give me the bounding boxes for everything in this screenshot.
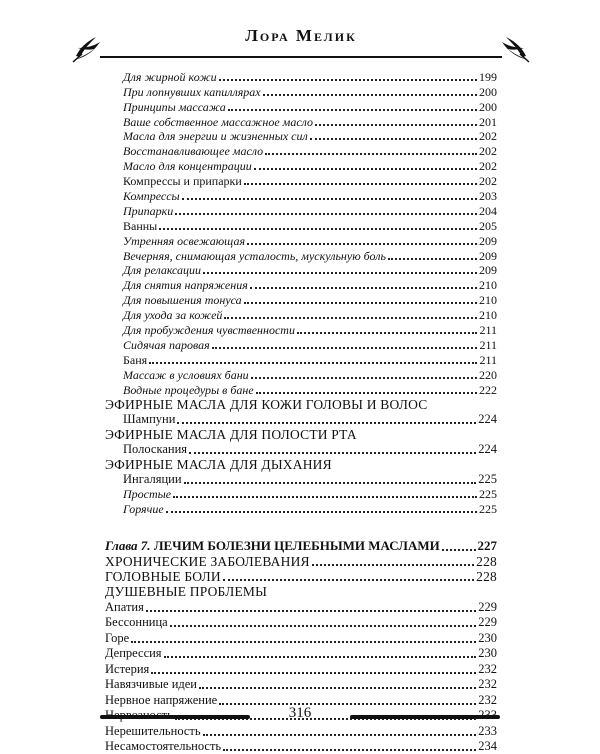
toc-page-number: 225 — [479, 487, 497, 502]
toc-page-number: 200 — [479, 99, 497, 114]
toc-entry-label: Для повышения тонуса — [123, 293, 242, 308]
toc-entry — [105, 487, 497, 502]
dot-leader — [388, 258, 477, 260]
toc-entry-label: ЭФИРНЫЕ МАСЛА ДЛЯ КОЖИ ГОЛОВЫ И ВОЛОС — [105, 396, 428, 412]
toc-page-number: 230 — [478, 630, 497, 645]
dot-leader — [212, 347, 478, 349]
dot-leader — [315, 124, 477, 126]
toc-entry-label: Для релаксации — [123, 263, 202, 278]
toc-entry-label: Утренняя освежающая — [123, 233, 246, 248]
toc-entry-label: Для жирной кожи — [123, 69, 217, 84]
dot-leader — [256, 392, 477, 394]
page-header — [72, 18, 530, 62]
toc-page-number: 225 — [478, 471, 497, 486]
toc-entry — [105, 218, 497, 233]
dot-leader — [182, 198, 477, 200]
dot-leader — [170, 625, 477, 627]
toc-entry-label: Депрессия — [105, 646, 162, 661]
leaf-ornament-icon — [500, 34, 530, 64]
toc-entry-label: ЭФИРНЫЕ МАСЛА ДЛЯ ДЫХАНИЯ — [105, 456, 332, 472]
toc-page-number: 202 — [479, 129, 497, 144]
toc-entry — [105, 442, 497, 457]
toc-page-number: 229 — [478, 599, 497, 614]
toc-page-number: 229 — [478, 615, 497, 630]
toc-page-number: 227 — [477, 538, 497, 554]
toc-entry-label: Баня — [123, 352, 148, 367]
dot-leader — [184, 482, 477, 484]
toc-entry — [105, 599, 497, 615]
toc-entry — [105, 352, 497, 367]
toc-entry-label: Несамостоятельность — [105, 739, 222, 754]
chapter-prefix: Глава 7. — [105, 538, 151, 554]
toc-section-entry — [105, 397, 497, 412]
toc-entry — [105, 322, 497, 337]
dot-leader — [250, 287, 477, 289]
dot-leader — [164, 656, 477, 658]
toc-entry — [105, 367, 497, 382]
toc-entry-label: Нерешительность — [105, 723, 201, 738]
toc-section-entry — [105, 427, 497, 442]
toc-page-number: 202 — [479, 159, 497, 174]
toc-entry-label: Для снятия напряжения — [123, 278, 248, 293]
toc-entry — [105, 277, 497, 292]
toc-entry — [105, 69, 497, 84]
toc-page-number: 202 — [479, 144, 497, 159]
toc-page-number: 228 — [476, 569, 497, 585]
toc-chapter-entry — [105, 536, 497, 554]
dot-leader — [312, 564, 474, 566]
toc-entry-label: ХРОНИЧЕСКИЕ ЗАБОЛЕВАНИЯ — [105, 554, 310, 570]
toc-entry — [105, 739, 497, 754]
dot-leader — [199, 687, 476, 689]
toc-page-number: 210 — [479, 308, 497, 323]
dot-leader — [228, 109, 477, 111]
toc-section-entry — [105, 569, 497, 584]
toc-page-number: 211 — [479, 337, 497, 352]
toc-section-entry — [105, 457, 497, 472]
toc-page-number: 233 — [478, 723, 497, 738]
toc-page-number: 224 — [478, 411, 497, 426]
dot-leader — [203, 734, 477, 736]
toc-entry-label: Бессонница — [105, 615, 168, 630]
toc-entry — [105, 129, 497, 144]
toc-page-number: 199 — [479, 69, 497, 84]
toc-entry — [105, 337, 497, 352]
toc-page-number: 202 — [479, 174, 497, 189]
toc-entry-label: Компрессы и припарки — [123, 174, 242, 189]
toc-page-number: 209 — [479, 263, 497, 278]
dot-leader — [254, 168, 477, 170]
toc-page-number: 209 — [479, 233, 497, 248]
toc-entry — [105, 173, 497, 188]
toc-entry — [105, 661, 497, 677]
dot-leader — [151, 672, 476, 674]
toc-entry-label: Для ухода за кожей — [123, 308, 223, 323]
toc-entry-label: Массаж в условиях бани — [123, 367, 249, 382]
toc-entry-label: ГОЛОВНЫЕ БОЛИ — [105, 569, 221, 585]
toc-entry — [105, 158, 497, 173]
page-footer — [100, 705, 500, 725]
dot-leader — [251, 377, 477, 379]
toc-entry — [105, 248, 497, 263]
toc-section-entry — [105, 584, 497, 599]
dot-leader — [244, 183, 477, 185]
dot-leader — [203, 272, 477, 274]
toc-page-number: 210 — [479, 278, 497, 293]
toc-entry-label: Горе — [105, 630, 130, 645]
dot-leader — [173, 496, 477, 498]
toc-page-number: 234 — [478, 739, 497, 754]
dot-leader — [247, 243, 477, 245]
dot-leader — [149, 362, 477, 364]
toc-entry — [105, 99, 497, 114]
toc-entry-label: Навязчивые идеи — [105, 677, 197, 692]
toc-entry-label: Апатия — [105, 599, 144, 614]
toc-entry — [105, 84, 497, 99]
footer-rule-right — [350, 715, 500, 719]
toc-page-number: 200 — [479, 84, 497, 99]
dot-leader — [189, 452, 476, 454]
toc-entry-label: При лопнувших капиллярах — [123, 84, 261, 99]
dot-leader — [223, 579, 474, 581]
toc-page-number: 232 — [478, 692, 497, 707]
dot-leader — [244, 302, 477, 304]
dot-leader — [265, 153, 477, 155]
toc-page-number: 232 — [478, 677, 497, 692]
toc-entry — [105, 677, 497, 693]
toc-entry-label: Принципы массажа — [123, 99, 226, 114]
toc-entry-label: Полоскания — [123, 441, 188, 456]
toc-page-number: 201 — [479, 114, 497, 129]
toc-entry — [105, 114, 497, 129]
toc-entry-label: Горячие — [123, 502, 164, 517]
toc-page-number: 204 — [479, 203, 497, 218]
toc-section-entry — [105, 554, 497, 569]
toc-entry — [105, 646, 497, 662]
dot-leader — [310, 138, 477, 140]
toc-entry — [105, 723, 497, 739]
toc-entry-label: Вечерняя, снимающая усталость, мускульную боль — [123, 248, 386, 263]
header-rule — [100, 56, 502, 58]
toc-page-number: 205 — [479, 218, 497, 233]
toc-entry — [105, 382, 497, 397]
chapter-title: ЛЕЧИМ БОЛЕЗНИ ЦЕЛЕБНЫМИ МАСЛАМИ — [153, 538, 440, 554]
toc-entry-label: Сидячая паровая — [123, 337, 210, 352]
toc-page-number: 230 — [478, 646, 497, 661]
toc-entry-label: Компрессы — [123, 189, 180, 204]
toc-entry-label: Ингаляции — [123, 471, 182, 486]
toc-entry — [105, 203, 497, 218]
toc-page-number: 232 — [478, 661, 497, 676]
toc-entry-label: ЭФИРНЫЕ МАСЛА ДЛЯ ПОЛОСТИ РТА — [105, 426, 357, 442]
toc-page-number: 225 — [479, 502, 497, 517]
toc-entry-label: Ванны — [123, 218, 158, 233]
dot-leader — [263, 94, 477, 96]
dot-leader — [442, 549, 476, 551]
toc-entry-label: Для пробуждения чувственности — [123, 323, 295, 338]
toc-entry-label: Ваше собственное массажное масло — [123, 114, 314, 129]
dot-leader — [224, 317, 477, 319]
toc-entry-label: Истерия — [105, 661, 150, 676]
toc-entry-label — [105, 537, 440, 554]
toc-page-number: 222 — [479, 382, 497, 397]
toc-entry — [105, 188, 497, 203]
toc-page-number: 224 — [478, 441, 497, 456]
toc-entry — [105, 233, 497, 248]
page-number: 316 — [288, 705, 312, 721]
table-of-contents — [105, 69, 497, 754]
dot-leader — [166, 511, 477, 513]
toc-entry — [105, 263, 497, 278]
dot-leader — [175, 213, 477, 215]
toc-page-number: 209 — [479, 248, 497, 263]
toc-entry-label: Припарки — [123, 203, 174, 218]
toc-entry — [105, 143, 497, 158]
toc-entry — [105, 630, 497, 646]
toc-entry — [105, 412, 497, 427]
toc-entry — [105, 501, 497, 516]
toc-spacer — [105, 516, 497, 536]
dot-leader — [131, 641, 476, 643]
toc-entry-label: Нервное напряжение — [105, 692, 218, 707]
toc-entry — [105, 292, 497, 307]
toc-page-number: 211 — [479, 323, 497, 338]
dot-leader — [219, 79, 477, 81]
toc-entry-label: ДУШЕВНЫЕ ПРОБЛЕМЫ — [105, 584, 268, 600]
toc-entry-label: Восстанавливающее масло — [123, 144, 264, 159]
toc-entry-label: Простые — [123, 487, 172, 502]
running-head-title: Лора Мелик — [245, 26, 357, 45]
toc-page-number: 228 — [476, 554, 497, 570]
toc-entry — [105, 472, 497, 487]
toc-page-number: 220 — [479, 367, 497, 382]
toc-entry — [105, 615, 497, 631]
toc-page-number: 203 — [479, 189, 497, 204]
toc-entry — [105, 307, 497, 322]
toc-page-number: 211 — [479, 352, 497, 367]
toc-entry-label: Масло для концентрации — [123, 159, 252, 174]
dot-leader — [177, 422, 476, 424]
toc-page-number: 210 — [479, 293, 497, 308]
toc-entry-label: Масла для энергии и жизненных сил — [123, 129, 308, 144]
dot-leader — [297, 332, 477, 334]
toc-entry-label: Шампуни — [123, 411, 176, 426]
toc-entry-label: Водные процедуры в бане — [123, 382, 254, 397]
dot-leader — [146, 610, 476, 612]
dot-leader — [159, 228, 477, 230]
